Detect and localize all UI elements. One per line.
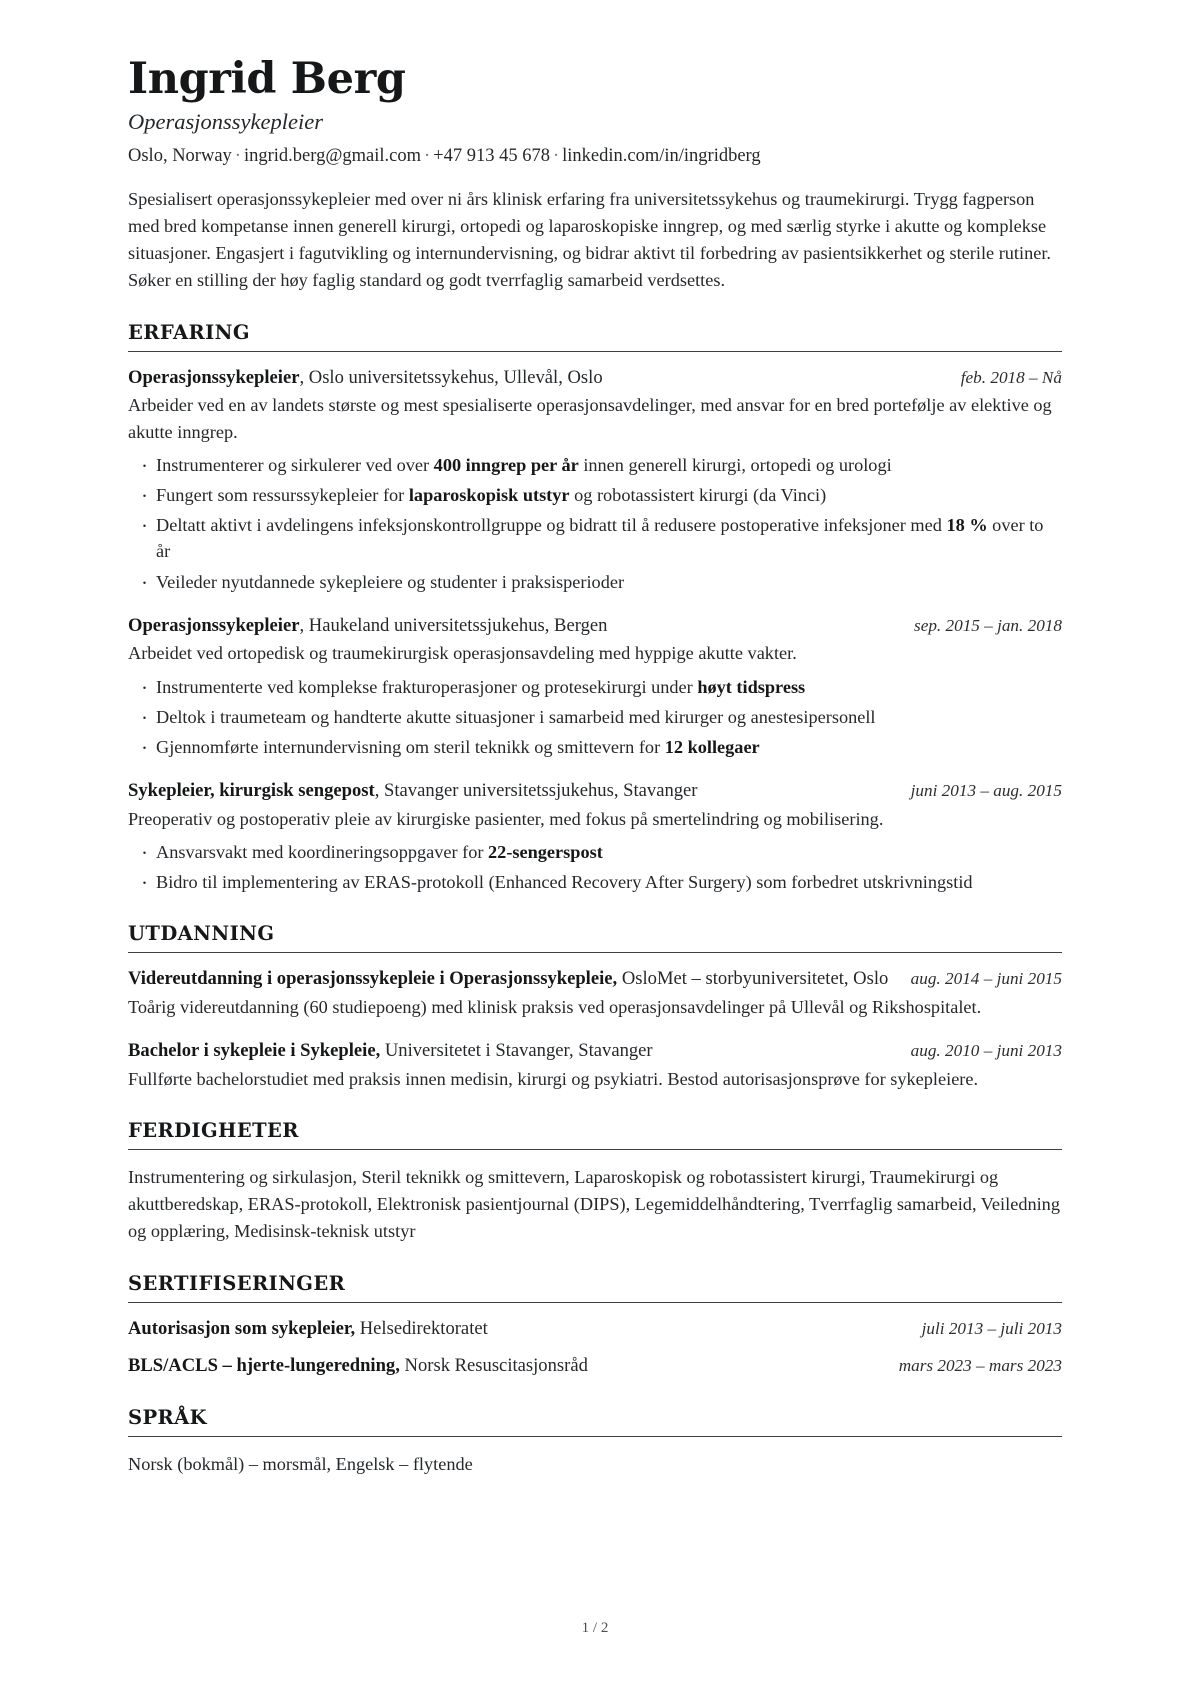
resume-header [128, 56, 1062, 294]
contact-separator-icon: · [234, 146, 241, 167]
certification-issuer: Helsedirektoratet [355, 1317, 488, 1339]
bullet-text-post: innen generell kirurgi, ortopedi og urologi [578, 454, 892, 475]
entry-title [128, 366, 947, 391]
skills-text: Instrumentering og sirkulasjon, Steril teknikk og smittevern, Laparoskopisk og robotassistert kirurgi, Traumekirurgi og akuttberedskap, ERAS-protokoll, Elektronisk pasientjournal (DIPS), Legemiddelhåndtering, Tverrfaglig samarbeid, Veiledning og opplæring, Medisinsk-teknisk utstyr [128, 1166, 1060, 1241]
bullet-text-post: og robotassistert kirurgi (da Vinci) [569, 485, 827, 506]
contact-line [128, 144, 1062, 168]
entry-date-range: mars 2023 – mars 2023 [898, 1356, 1062, 1376]
contact-phone[interactable]: +47 913 45 678 [433, 146, 550, 167]
bullet-text-pre: Bidro til implementering av ERAS-protokoll (Enhanced Recovery After Surgery) som forbedret utskrivningstid [156, 872, 973, 893]
candidate-headline: Operasjonssykepleier [128, 109, 323, 135]
list-item [128, 734, 1062, 760]
entry-title [128, 1317, 908, 1342]
list-item [128, 569, 1062, 595]
certification-name: BLS/ACLS – hjerte-lungeredning, [128, 1355, 400, 1377]
section-title-education: UTDANNING [128, 922, 275, 946]
profile-summary: Spesialisert operasjonssykepleier med over ni års klinisk erfaring fra universitetssykehus og traumekirurgi. Trygg fagperson med bred kompetanse innen generell kirurgi, ortopedi og laparoskopiske inngrep, og med særlig styrke i akutte og komplekse situasjoner. Engasjert i fagutvikling og internundervisning, og bidrar aktivt til forbedring av pasientsikkerhet og sterile rutiner. Søker en stilling der høy faglig standard og godt tverrfaglig samarbeid verdsettes. [128, 189, 1051, 290]
bullet-text-pre: Instrumenterer og sirkulerer ved over [156, 454, 434, 475]
section-divider [128, 952, 1062, 953]
entry-description: Arbeidet ved ortopedisk og traumekirurgisk operasjonsavdeling med hyppige akutte vakter. [128, 643, 797, 664]
section-divider [128, 1149, 1062, 1150]
entry-date-range: sep. 2015 – jan. 2018 [914, 615, 1062, 635]
section-divider [128, 351, 1062, 352]
experience-entry [128, 779, 1062, 895]
entry-org: , Oslo universitetssykehus, Ullevål, Oslo [299, 366, 603, 388]
section-divider [128, 1302, 1062, 1303]
experience-entry [128, 366, 1062, 595]
entry-org: , Stavanger universitetssjukehus, Stavanger [374, 780, 698, 802]
entry-role: Operasjonssykepleier [128, 614, 300, 636]
entry-bullet-list [128, 839, 1062, 895]
institution-name: OsloMet – storbyuniversitetet, Oslo [617, 968, 889, 990]
entry-title [128, 779, 897, 804]
bullet-text-pre: Deltok i traumeteam og handterte akutte situasjoner i samarbeid med kirurger og anestesipersonell [156, 706, 876, 727]
degree-name: Videreutdanning i operasjonssykepleie i Operasjonssykepleie, [128, 968, 618, 990]
bullet-text-pre: Gjennomførte internundervisning om steril teknikk og smittevern for [156, 736, 665, 757]
entry-description: Arbeider ved en av landets største og mest spesialiserte operasjonsavdelinger, med ansvar for en bred portefølje av elektive og akutte inngrep. [128, 395, 1052, 442]
entry-title [128, 967, 897, 992]
entry-date-range: feb. 2018 – Nå [960, 367, 1062, 387]
entry-date-range: aug. 2014 – juni 2015 [910, 969, 1062, 989]
list-item [128, 869, 1062, 895]
entry-header-row [128, 967, 1062, 992]
bullet-text-highlight: 22-sengerspost [488, 841, 603, 862]
entry-header-row [128, 366, 1062, 391]
list-item [128, 452, 1062, 478]
section-skills [128, 1119, 1062, 1245]
entry-role: Operasjonssykepleier [128, 366, 300, 388]
bullet-text-post: over to år [156, 515, 1044, 562]
entry-date-range: aug. 2010 – juni 2013 [910, 1041, 1062, 1061]
entry-bullet-list [128, 452, 1062, 595]
institution-name: Universitetet i Stavanger, Stavanger [380, 1040, 653, 1062]
education-entry [128, 1039, 1062, 1092]
entry-header-row [128, 779, 1062, 804]
certification-issuer: Norsk Resuscitasjonsråd [399, 1355, 588, 1377]
certification-entry [128, 1354, 1062, 1379]
entry-title [128, 1354, 885, 1379]
bullet-text-highlight: 400 inngrep per år [433, 454, 579, 475]
bullet-text-pre: Instrumenterte ved komplekse frakturoperasjoner og protesekirurgi under [156, 676, 698, 697]
list-item [128, 839, 1062, 865]
entry-role: Sykepleier, kirurgisk sengepost [128, 780, 375, 802]
education-entry [128, 967, 1062, 1020]
contact-email[interactable]: ingrid.berg@gmail.com [243, 146, 421, 167]
degree-name: Bachelor i sykepleie i Sykepleie, [128, 1040, 381, 1062]
list-item [128, 674, 1062, 700]
bullet-text-highlight: laparoskopisk utstyr [408, 485, 570, 506]
entry-date-range: juni 2013 – aug. 2015 [910, 781, 1062, 801]
contact-separator-icon: · [552, 146, 560, 167]
bullet-text-highlight: høyt tidspress [697, 676, 806, 697]
candidate-name: Ingrid Berg [128, 54, 406, 104]
section-title-skills: FERDIGHETER [128, 1118, 299, 1142]
entry-title [128, 1039, 897, 1064]
entry-header-row [128, 1039, 1062, 1064]
section-title-experience: ERFARING [128, 320, 250, 344]
contact-link[interactable]: linkedin.com/in/ingridberg [562, 146, 761, 167]
page-indicator: 1 / 2 [581, 1620, 609, 1636]
bullet-text-pre: Ansvarsvakt med koordineringsoppgaver for [156, 841, 489, 862]
section-title-certifications: SERTIFISERINGER [128, 1271, 346, 1295]
entry-title [128, 614, 900, 639]
section-languages [128, 1406, 1062, 1478]
bullet-text-pre: Fungert som ressurssykepleier for [156, 485, 409, 506]
section-education [128, 922, 1062, 1092]
section-certifications [128, 1272, 1062, 1379]
entry-description: Fullførte bachelorstudiet med praksis innen medisin, kirurgi og psykiatri. Bestod autorisasjonsprøve for sykepleiere. [128, 1068, 979, 1089]
bullet-text-highlight: 12 kollegaer [664, 736, 760, 757]
bullet-text-highlight: 18 % [946, 515, 988, 536]
certification-entry [128, 1317, 1062, 1342]
list-item [128, 482, 1062, 508]
section-divider [128, 1436, 1062, 1437]
entry-bullet-list [128, 674, 1062, 760]
experience-entry [128, 614, 1062, 760]
list-item [128, 704, 1062, 730]
entry-description: Preoperativ og postoperativ pleie av kirurgiske pasienter, med fokus på smertelindring og mobilisering. [128, 808, 884, 829]
entry-org: , Haukeland universitetssjukehus, Bergen [299, 614, 608, 636]
contact-separator-icon: · [423, 146, 431, 167]
languages-text: Norsk (bokmål) – morsmål, Engelsk – flytende [128, 1453, 473, 1474]
entry-header-row [128, 614, 1062, 639]
list-item [128, 512, 1062, 564]
certification-name: Autorisasjon som sykepleier, [128, 1317, 356, 1339]
section-title-languages: SPRÅK [128, 1405, 208, 1429]
bullet-text-pre: Veileder nyutdannede sykepleiere og studenter i praksisperioder [156, 571, 625, 592]
bullet-text-pre: Deltatt aktivt i avdelingens infeksjonskontrollgruppe og bidratt til å redusere postoperative infeksjoner med [156, 515, 947, 536]
entry-date-range: juli 2013 – juli 2013 [921, 1318, 1062, 1338]
contact-location: Oslo, Norway [128, 146, 232, 167]
section-experience [128, 321, 1062, 896]
entry-description: Toårig videreutdanning (60 studiepoeng) med klinisk praksis ved operasjonsavdelinger på Ullevål og Rikshospitalet. [128, 996, 982, 1017]
